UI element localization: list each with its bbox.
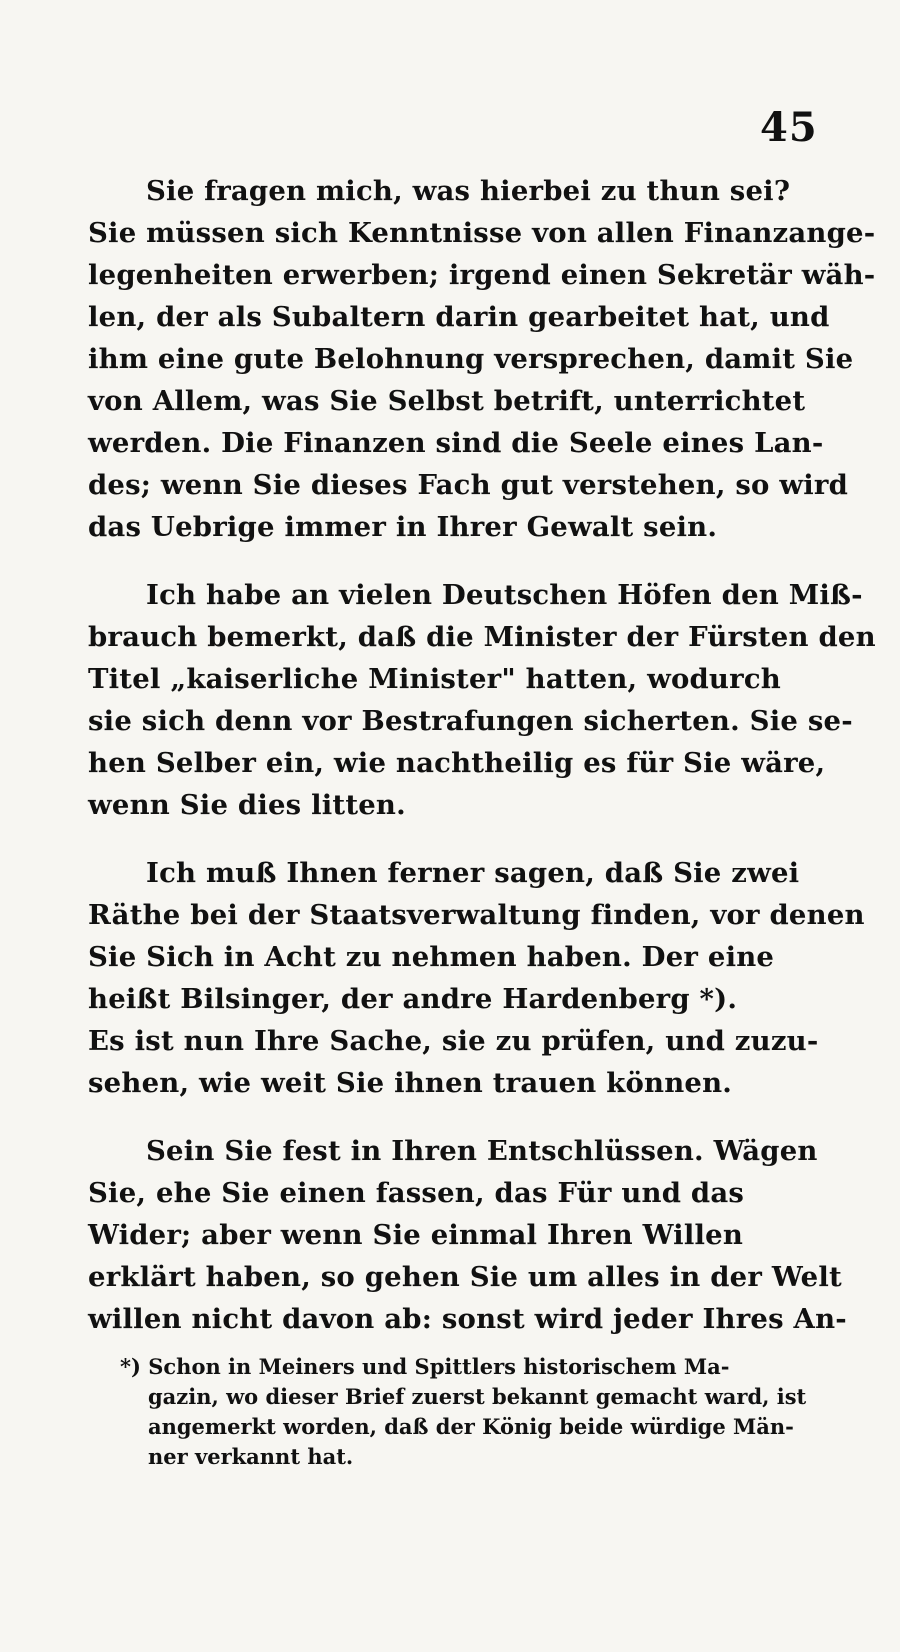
text-line: Sie, ehe Sie einen fassen, das Für und das [88,1177,745,1209]
body-text [88,170,876,1366]
text-line: das Uebrige immer in Ihrer Gewalt sein. [88,511,718,543]
text-line: willen nicht davon ab: sonst wird jeder Ihres An- [88,1303,847,1335]
text-line: des; wenn Sie dieses Fach gut verstehen, so wird [88,469,849,501]
footnote-line: gazin, wo dieser Brief zuerst bekannt gemacht ward, ist [148,1384,807,1409]
text-line: hen Selber ein, wie nachtheilig es für Sie wäre, [88,747,826,779]
footnote [120,1352,810,1472]
paragraph [88,852,865,1104]
text-line: sehen, wie weit Sie ihnen trauen können. [88,1067,733,1099]
text-line: brauch bemerkt, daß die Minister der Fürsten den [88,621,876,653]
text-line: Titel „kaiserliche Minister" hatten, wodurch [88,663,781,695]
text-line: Ich habe an vielen Deutschen Höfen den Miß- [146,579,863,611]
footnote-line: *) Schon in Meiners und Spittlers historischem Ma- [120,1354,730,1379]
paragraph [88,170,876,548]
text-line: Ich muß Ihnen ferner sagen, daß Sie zwei [146,857,800,889]
text-line: ihm eine gute Belohnung versprechen, damit Sie [88,343,854,375]
text-line: werden. Die Finanzen sind die Seele eines Lan- [88,427,824,459]
text-line: heißt Bilsinger, der andre Hardenberg *). [88,983,738,1015]
text-line: Sie fragen mich, was hierbei zu thun sei? [146,175,791,207]
text-line: sie sich denn vor Bestrafungen sicherten. Sie se- [88,705,853,737]
footnote-line: angemerkt worden, daß der König beide würdige Män- [148,1414,794,1439]
text-line: Wider; aber wenn Sie einmal Ihren Willen [88,1219,744,1251]
text-line: wenn Sie dies litten. [88,789,406,821]
text-line: legenheiten erwerben; irgend einen Sekretär wäh- [88,259,876,291]
paragraph [88,574,876,826]
text-line: Räthe bei der Staatsverwaltung finden, vor denen [88,899,865,931]
text-line: Sie Sich in Acht zu nehmen haben. Der eine [88,941,775,973]
footnote-line: ner verkannt hat. [148,1444,354,1469]
text-line: Sein Sie fest in Ihren Entschlüssen. Wägen [146,1135,818,1167]
text-line: Sie müssen sich Kenntnisse von allen Finanzange- [88,217,876,249]
page-number: 45 [760,104,818,151]
text-line: len, der als Subaltern darin gearbeitet hat, und [88,301,830,333]
text-line: Es ist nun Ihre Sache, sie zu prüfen, und zuzu- [88,1025,819,1057]
paragraph [88,1130,847,1340]
text-line: erklärt haben, so gehen Sie um alles in der Welt [88,1261,842,1293]
text-line: von Allem, was Sie Selbst betrift, unterrichtet [88,385,806,417]
